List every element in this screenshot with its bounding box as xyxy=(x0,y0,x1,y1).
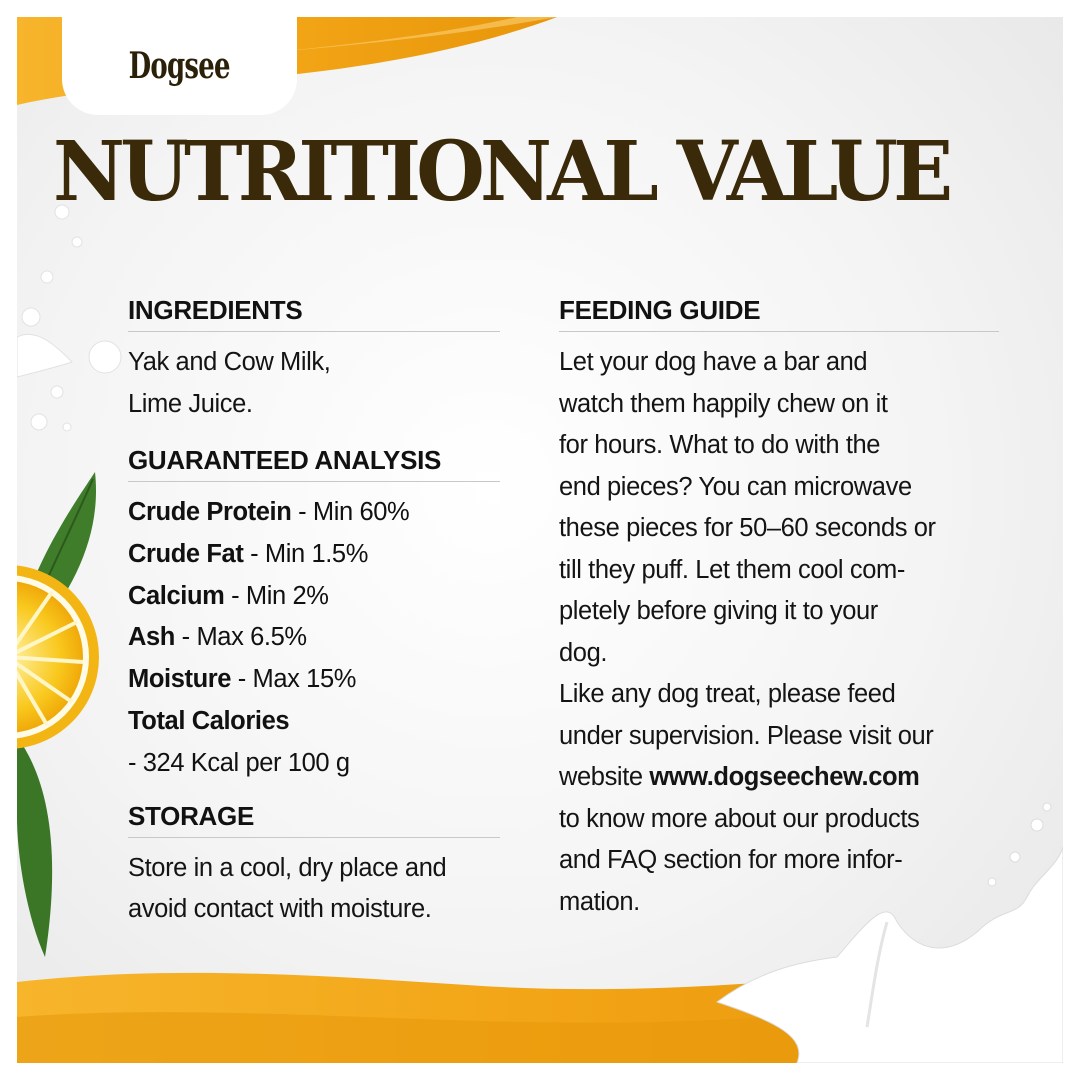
right-column xyxy=(559,293,999,923)
analysis-name: Moisture xyxy=(128,665,232,694)
calories-value: - 324 Kcal per 100 g xyxy=(128,748,350,777)
storage-section xyxy=(128,799,500,931)
leaf-lower xyxy=(17,737,52,957)
analysis-value: - Max 15% xyxy=(231,665,357,694)
feeding-line: watch them happily chew on it xyxy=(559,389,888,418)
ingredients-section xyxy=(128,293,500,425)
feeding-line: under supervision. Please visit our xyxy=(559,721,934,750)
storage-heading: STORAGE xyxy=(128,799,500,838)
feeding-line: Like any dog treat, please feed xyxy=(559,680,896,708)
analysis-value: - Max 6.5% xyxy=(174,623,307,652)
ingredients-line: Lime Juice. xyxy=(128,389,253,418)
feeding-guide-paragraph-1 xyxy=(559,342,999,674)
feeding-line: dog. xyxy=(559,638,608,667)
content-panel xyxy=(17,17,1063,1063)
analysis-name: Ash xyxy=(128,623,175,652)
feeding-line: mation. xyxy=(559,887,640,916)
ingredients-line: Yak and Cow Milk, xyxy=(128,348,331,376)
analysis-name: Calcium xyxy=(128,581,225,610)
analysis-value: - Min 2% xyxy=(224,581,329,610)
calories-label: Total Calories xyxy=(128,706,290,735)
feeding-guide-heading: FEEDING GUIDE xyxy=(559,293,999,332)
feeding-guide-paragraph-2 xyxy=(559,674,999,923)
feeding-line: these pieces for 50–60 seconds or xyxy=(559,514,936,542)
logo-tab xyxy=(62,17,297,115)
analysis-name: Crude Protein xyxy=(128,498,292,526)
feeding-line: end pieces? You can microwave xyxy=(559,472,912,501)
analysis-value: - Min 1.5% xyxy=(243,539,368,568)
analysis-value: - Min 60% xyxy=(291,498,410,526)
milk-splash-left xyxy=(17,205,121,431)
feeding-line: pletely before giving it to your xyxy=(559,597,878,625)
website-prefix: website xyxy=(559,763,650,791)
feeding-line: till they puff. Let them cool com- xyxy=(559,555,905,584)
analysis-name: Crude Fat xyxy=(128,539,244,568)
analysis-row xyxy=(128,617,500,659)
calories-label-row xyxy=(128,701,500,743)
page-title: NUTRITIONAL VALUE xyxy=(53,124,949,220)
storage-line: Store in a cool, dry place and xyxy=(128,853,447,882)
feeding-line: Let your dog have a bar and xyxy=(559,348,868,376)
feeding-line-website xyxy=(559,757,999,799)
analysis-row xyxy=(128,534,500,576)
website-link[interactable]: www.dogseechew.com xyxy=(649,763,920,791)
guaranteed-analysis-heading: GUARANTEED ANALYSIS xyxy=(128,443,500,482)
feeding-line: and FAQ section for more infor- xyxy=(559,846,903,874)
feeding-line: to know more about our products xyxy=(559,804,920,833)
feeding-line: for hours. What to do with the xyxy=(559,431,881,459)
analysis-row xyxy=(128,492,500,534)
guaranteed-analysis-section xyxy=(128,443,500,785)
lemon-slice xyxy=(17,565,99,749)
left-column xyxy=(128,293,500,943)
ingredients-heading: INGREDIENTS xyxy=(128,293,500,332)
analysis-row xyxy=(128,576,500,618)
brand-logo: Dogsee xyxy=(128,45,231,87)
storage-line: avoid contact with moisture. xyxy=(128,895,432,924)
analysis-row xyxy=(128,659,500,701)
